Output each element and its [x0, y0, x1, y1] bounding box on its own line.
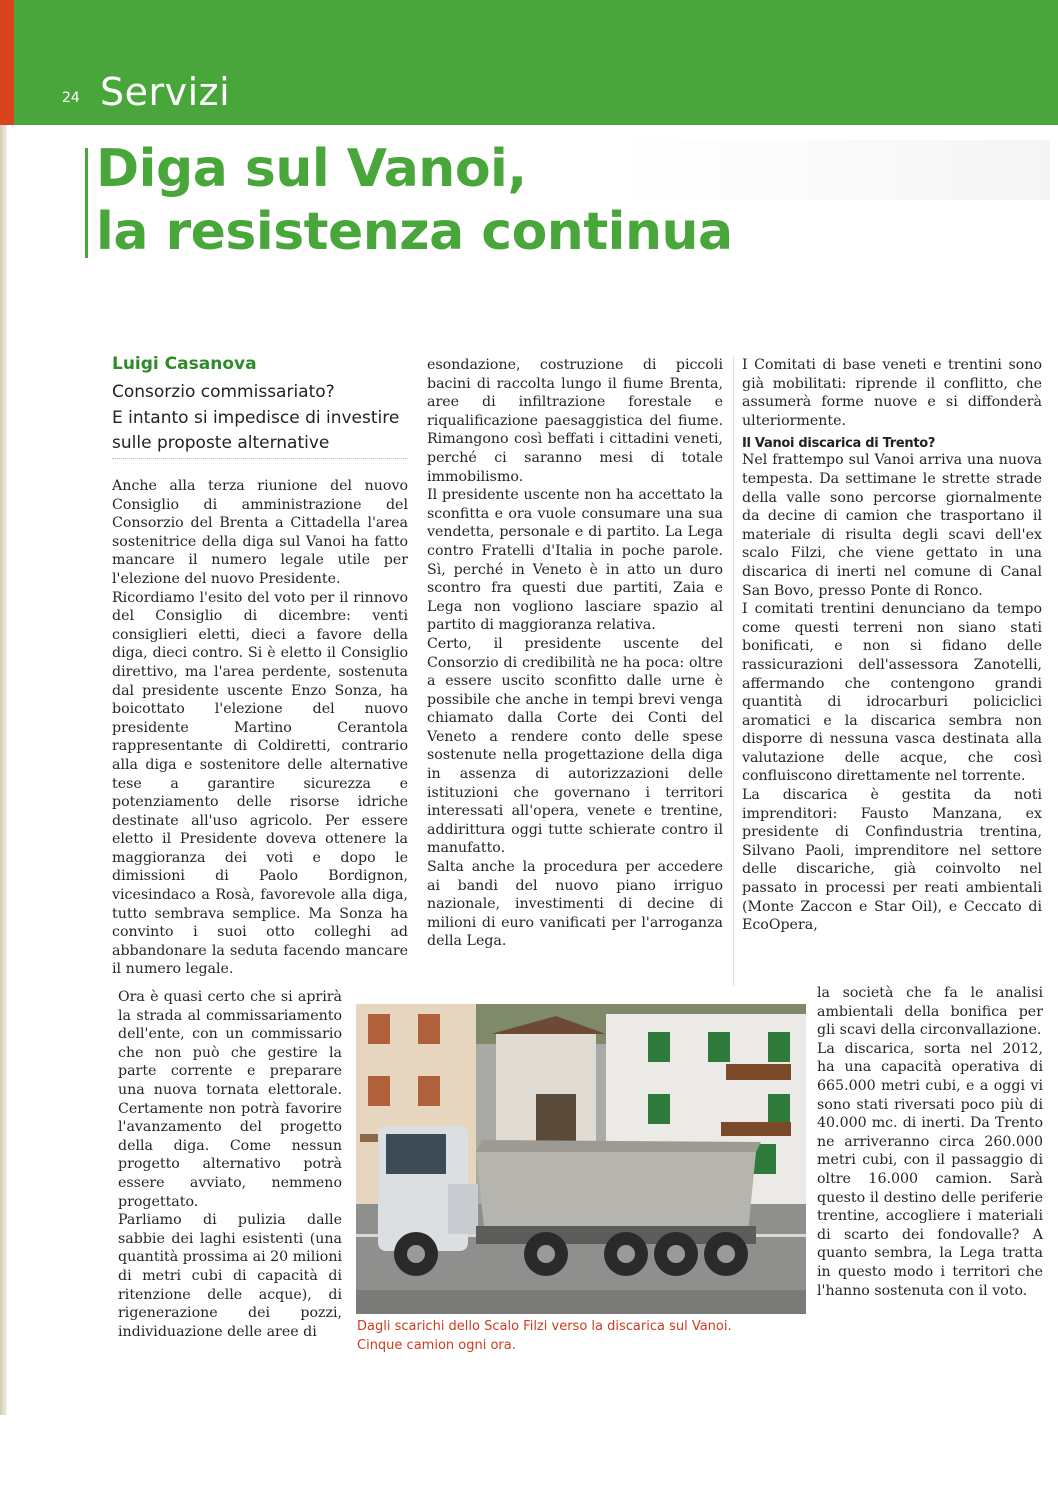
- article-column-3: [742, 356, 1042, 935]
- subtitle-divider: [112, 458, 408, 459]
- headline-line-2: la resistenza continua: [96, 202, 733, 263]
- truck-street-illustration: [356, 1004, 806, 1314]
- subtitle-line: E intanto si impedisce di investire: [112, 407, 400, 428]
- paragraph: Il presidente uscente non ha accettato la sconfitta e ora vuole consumare una sua vendetta, personale e di partito. La Lega contro Fratelli d'Italia in poche parole. Sì, perché in Veneto è in atto un duro scontro fra questi due partiti, Zaia e Lega non vogliono lasciare spazio al partito di maggioranza relativa.: [427, 487, 723, 634]
- paragraph: Parliamo di pulizia dalle sabbie dei laghi esistenti (una quantità prossima ai 20 milioni di metri cubi di capacità di ritenzione delle acque), di rigenerazione dei pozzi, individuazione delle aree di: [118, 1212, 343, 1340]
- headline-accent-bar: [85, 148, 88, 258]
- article-column-2: [427, 356, 723, 951]
- article-author: Luigi Casanova: [112, 354, 257, 374]
- page-number: 24: [62, 90, 80, 106]
- subheading: Il Vanoi discarica di Trento?: [742, 436, 936, 452]
- color-accent-strip: [0, 0, 14, 125]
- paragraph: Ora è quasi certo che si aprirà la strada al commissariamento dell'ente, con un commissario che non può che gestire la parte corrente e preparare una nuova tornata elettorale. Certamente non potrà favorire l'avanzamento del progetto della diga. Come nessun progetto alternativo potrà essere avviato, nemmeno progettato.: [118, 989, 342, 1210]
- paragraph: Anche alla terza riunione del nuovo Consiglio di amministrazione del Consorzio del Brenta a Cittadella l'area sostenitrice della diga sul Vanoi ha fatto mancare il numero legale utile per l'elezione del nuovo Presidente.: [112, 478, 408, 587]
- paragraph: Certo, il presidente uscente del Consorzio di credibilità ne ha poca: oltre a essere uscito sconfitto dalle urne è possibile che anche in tempi brevi venga chiamato dalla Corte dei Conti del Veneto a rendere conto delle spese sostenute nella progettazione della diga in assenza di autorizzazioni delle istituzioni che governano i territori interessati all'opera, venete e trentine, addirittura oggi tutte schierate contro il manufatto.: [427, 635, 723, 857]
- caption-line: Dagli scarichi dello Scalo Filzi verso la discarica sul Vanoi.: [357, 1319, 732, 1334]
- headline-line-1: Diga sul Vanoi,: [96, 139, 527, 199]
- subtitle-line: Consorzio commissariato?: [112, 382, 335, 402]
- paragraph: Ricordiamo l'esito del voto per il rinnovo del Consiglio di dicembre: venti consiglieri eletti, dieci a favore della diga, dieci contro. Si è eletto il Consiglio direttivo, ma l'area perdente, sostenuta dal presidente uscente Enzo Sonza, ha boicottato l'elezione del nuovo presidente Martino Cerantola rappresentante di Coldiretti, contrario alla diga e sostenitore delle alternative tese a garantire sicurezza e potenziamento delle risorse idriche destinate all'uso agricolo. Per essere eletto il Presidente doveva ottenere la maggioranza dei voti e dopo le dimissioni di Paolo Bordignon, vicesindaco a Rosà, favorevole alla diga, tutto sembrava semplice. Ma Sonza ha convinto i suoi otto colleghi ad abbandonare la seduta facendo mancare il numero legale.: [112, 589, 408, 978]
- paragraph: Nel frattempo sul Vanoi arriva una nuova tempesta. Da settimane le strette strade della valle sono percorse giornalmente da decine di camion che trasportano il materiale di risulta degli scavi dell'ex scalo Filzi, che viene gettato in una discarica di inerti nel comune di Canal San Bovo, presso Ponte di Ronco.: [742, 452, 1042, 599]
- paragraph: La discarica, sorta nel 2012, ha una capacità operativa di 665.000 metri cubi, e a oggi vi sono stati riversati poco più di 40.000 mc. di inerti. Da Trento ne arriveranno circa 260.000 metri cubi, con il passaggio di oltre 16.000 camion. Sarà questo il destino delle periferie trentine, accogliere i materiali di scarto dei fondovalle? A quanto sembra, la Lega tratta in questo modo i territori che l'hanno sostenuta con il voto.: [817, 1040, 1043, 1299]
- caption-line: Cinque camion ogni ora.: [357, 1337, 516, 1353]
- article-subtitle: [112, 380, 412, 457]
- subtitle-line: sulle proposte alternative: [112, 433, 330, 453]
- article-column-3-continued: [817, 984, 1043, 1300]
- paragraph: La discarica è gestita da noti imprenditori: Fausto Manzana, ex presidente di Confindustria trentina, Silvano Paoli, imprenditore nel settore delle discariche, già coinvolto nel passato in processi per reati ambientali (Monte Zaccon e Star Oil), e Ceccato di EcoOpera,: [742, 787, 1042, 934]
- section-title: Servizi: [100, 70, 231, 114]
- article-headline: [96, 138, 996, 265]
- column-divider: [733, 356, 734, 986]
- paragraph: esondazione, costruzione di piccoli bacini di raccolta lungo il fiume Brenta, aree di infiltrazione forestale e riqualificazione paesaggistica del fiume. Rimangono così beffati i cittadini veneti, perché ci saranno mesi di totale immobilismo.: [427, 357, 723, 485]
- paragraph: I Comitati di base veneti e trentini sono già mobilitati: riprende il conflitto, che assumerà forme nuove e si diffonderà ulteriormente.: [742, 357, 1042, 429]
- paragraph: la società che fa le analisi ambientali della bonifica per gli scavi della circonvallazione.: [817, 985, 1043, 1039]
- page-binding-edge: [0, 125, 7, 1415]
- paragraph: Salta anche la procedura per accedere ai bandi del nuovo piano irriguo nazionale, investimenti di decine di milioni di euro vanificati per l'arroganza della Lega.: [427, 859, 723, 950]
- photo-caption: [357, 1318, 777, 1356]
- article-column-1: [112, 477, 408, 979]
- paragraph: I comitati trentini denunciano da tempo come questi terreni non siano stati bonificati, e non si fidano delle rassicurazioni dell'assessora Zanotelli, affermando che contengono grandi quantità di idrocarburi policiclici aromatici e la discarica sembra non disporre di nessuna vasca destinata alla valutazione delle acque, che così confluiscono direttamente nel torrente.: [742, 601, 1042, 785]
- article-photo-truck: [356, 1004, 806, 1314]
- article-column-1-continued: [118, 988, 342, 1341]
